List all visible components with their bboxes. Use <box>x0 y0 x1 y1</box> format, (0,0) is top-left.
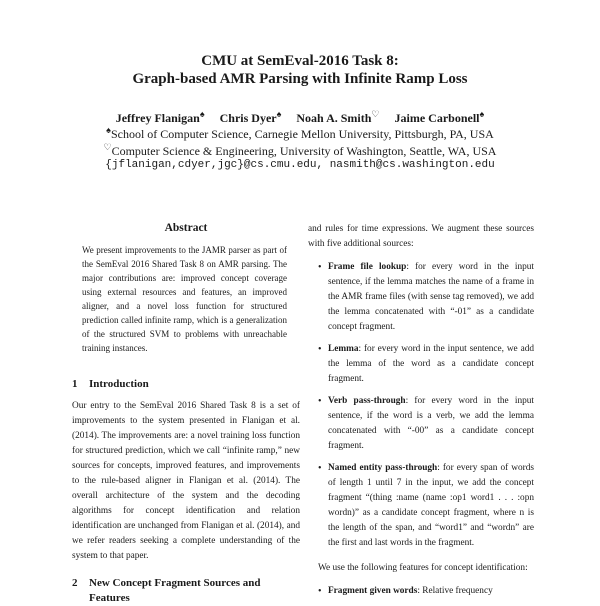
concept-sources-list <box>308 260 534 551</box>
section-1-heading <box>72 377 300 392</box>
item-text: : for every word in the input sentence, if the word is a verb, we add the lemma concatenated with “-00” as a candidate concept fragment. <box>328 396 534 451</box>
section-title: Introduction <box>89 378 149 390</box>
item-label: Frame file lookup <box>328 262 407 272</box>
paper-title-line-2: Graph-based AMR Parsing with Infinite Ramp Loss <box>132 71 468 87</box>
features-list <box>308 584 534 599</box>
list-item <box>308 394 534 454</box>
author <box>395 111 485 125</box>
affiliation-mark: ♠ <box>199 109 205 119</box>
features-intro-paragraph: We use the following features for concept identification: <box>318 563 528 573</box>
item-text: : for every word in the input sentence, if the lemma matches the name of a frame in the AMR frame files (with sense tag removed), we add the lemma concatenated with “-01” as a candidate concept fragment. <box>328 262 534 332</box>
author-name: Chris Dyer <box>219 111 277 125</box>
affiliation-text: School of Computer Science, Carnegie Mellon University, Pittsburgh, PA, USA <box>110 127 494 141</box>
section-number: 2 <box>72 577 78 589</box>
affiliation-mark: ♡ <box>371 109 380 119</box>
author-name: Jaime Carbonell <box>394 111 480 125</box>
affiliation-mark: ♡ <box>103 142 112 152</box>
list-item <box>308 461 534 551</box>
item-text: : for every word in the input sentence, we add the lemma of the word as a candidate concept fragment. <box>328 344 534 384</box>
author <box>116 111 205 125</box>
author-emails: {jflanigan,cdyer,jgc}@cs.cmu.edu, nasmith@cs.washington.edu <box>105 159 495 171</box>
section-number: 1 <box>72 378 78 390</box>
item-label: Verb pass-through <box>328 396 406 406</box>
author-name: Jeffrey Flanigan <box>115 111 200 125</box>
author-list <box>0 111 600 126</box>
right-column <box>308 222 534 599</box>
list-item <box>308 584 534 599</box>
sources-intro-paragraph: and rules for time expressions. We augment these sources with five additional sources: <box>308 224 534 249</box>
author <box>220 111 282 125</box>
section-title: New Concept Fragment Sources and <box>89 577 261 589</box>
item-label: Lemma <box>328 344 359 354</box>
list-item <box>308 260 534 335</box>
abstract-text: We present improvements to the JAMR parser as part of the SemEval 2016 Shared Task 8 on AMR parsing. The major contributions are: improved concept coverage using external resources and features, an improved aligner, and a novel loss function for structured prediction called infinite ramp, which is a generalization of the structured SVM to problems with unreachable training instances. <box>82 245 287 353</box>
introduction-paragraph: Our entry to the SemEval 2016 Shared Task 8 is a set of improvements to the system presented in Flanigan et al. (2014). The improvements are: a novel training loss function for structured prediction, which we call “infinite ramp,” new sources for concepts, improved features, and improvements to the rule-based aligner in Flanigan et al. (2014). The overall architecture of the system and the decoding algorithms for concept identification and relation identification are unchanged from Flanigan et al. (2014), and we refer readers seeking a complete understanding of the system to that paper. <box>72 401 300 561</box>
item-label: Fragment given words <box>328 586 418 596</box>
section-2-heading <box>72 576 300 606</box>
item-text: : for every span of words of length 1 until 7 in the input, we add the concept fragment “(thing :name (name :op1 word1 . . . :opn wordn)” as a candidate concept fragment, where n is the length of the span, and “word1” and “wordn” are the first and last words in the fragment. <box>328 463 534 548</box>
affiliation-mark: ♠ <box>276 109 282 119</box>
abstract-heading: Abstract <box>164 222 208 234</box>
list-item <box>308 342 534 387</box>
author-name: Noah A. Smith <box>296 111 372 125</box>
item-label: Named entity pass-through <box>328 463 438 473</box>
paper-title-line-1: CMU at SemEval-2016 Task 8: <box>201 53 399 69</box>
author <box>296 111 379 125</box>
item-text: : Relative frequency <box>417 586 493 596</box>
affiliation-mark: ♠ <box>106 125 111 135</box>
affiliation-text: Computer Science & Engineering, University of Washington, Seattle, WA, USA <box>111 144 497 158</box>
left-column <box>72 222 300 606</box>
section-title-continued: Features <box>89 592 130 604</box>
affiliation-mark: ♠ <box>479 109 485 119</box>
affiliation-uw <box>0 144 600 159</box>
affiliation-cmu <box>0 127 600 142</box>
section-2-heading-line-1 <box>72 576 300 591</box>
